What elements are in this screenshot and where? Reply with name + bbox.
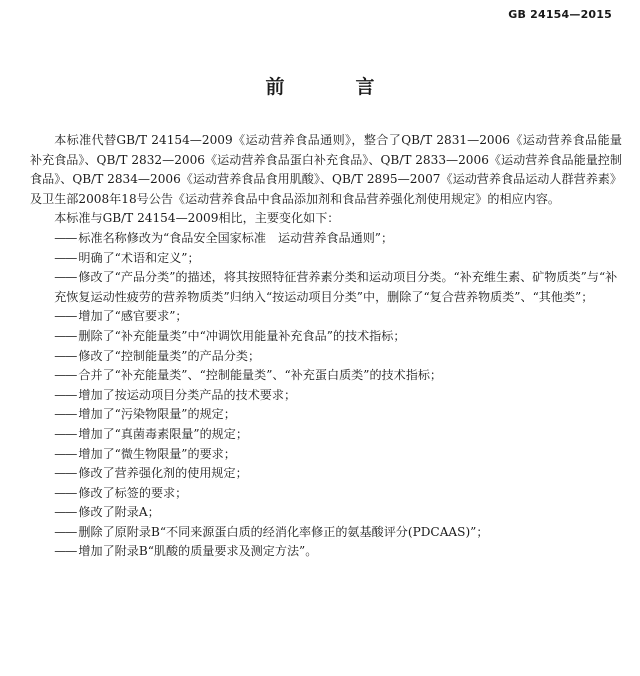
list-dash: —— xyxy=(54,348,77,363)
change-text: 修改了“产品分类”的描述，将其按照特征营养素分类和运动项目分类。“补充维生素、矿物质类”与“补充恢复运动性疲劳的营养物质类”归纳入“按运动项目分类”中，删除了“复合营养物质类”、“其他类”； xyxy=(54,270,618,304)
change-text: 修改了营养强化剂的使用规定； xyxy=(78,466,248,481)
change-item xyxy=(30,405,622,425)
change-text: 增加了“污染物限量”的规定； xyxy=(78,407,236,422)
change-item xyxy=(30,366,622,386)
change-item xyxy=(30,307,622,327)
change-text: 增加了“真菌毒素限量”的规定； xyxy=(78,426,248,441)
list-dash: —— xyxy=(54,544,77,559)
list-dash: —— xyxy=(54,485,77,500)
change-text: 修改了附录A； xyxy=(78,505,160,520)
change-text: 明确了“术语和定义”； xyxy=(78,250,200,265)
list-dash: —— xyxy=(54,230,77,245)
list-dash: —— xyxy=(54,270,77,285)
change-item xyxy=(30,464,622,484)
change-item xyxy=(30,268,622,307)
change-text: 修改了“控制能量类”的产品分类； xyxy=(78,348,261,363)
change-item xyxy=(30,484,622,504)
change-text: 合并了“补充能量类”、“控制能量类”、“补充蛋白质类”的技术指标； xyxy=(78,368,443,383)
change-item xyxy=(30,249,622,269)
list-dash: —— xyxy=(54,446,77,461)
list-dash: —— xyxy=(54,524,77,539)
change-text: 增加了按运动项目分类产品的技术要求； xyxy=(78,387,297,402)
list-dash: —— xyxy=(54,250,77,265)
change-text: 删除了“补充能量类”中“冲调饮用能量补充食品”的技术指标； xyxy=(78,328,406,343)
standard-code: GB 24154—2015 xyxy=(508,8,612,21)
list-dash: —— xyxy=(54,426,77,441)
list-dash: —— xyxy=(54,368,77,383)
change-text: 删除了原附录B“不同来源蛋白质的经消化率修正的氨基酸评分(PDCAAS)”； xyxy=(78,524,489,539)
page-title: 前 言 xyxy=(265,76,401,98)
preface-body xyxy=(30,131,622,562)
change-text: 增加了附录B“肌酸的质量要求及测定方法”。 xyxy=(78,544,318,559)
change-item xyxy=(30,327,622,347)
change-text: 标准名称修改为“食品安全国家标准 运动营养食品通则”； xyxy=(78,230,394,245)
change-list xyxy=(30,229,622,562)
change-item xyxy=(30,445,622,465)
change-item xyxy=(30,503,622,523)
list-dash: —— xyxy=(54,505,77,520)
list-dash: —— xyxy=(54,387,77,402)
change-item xyxy=(30,523,622,543)
intro-paragraph: 本标准代替GB/T 24154—2009《运动营养食品通则》，整合了QB/T 2831—2006《运动营养食品能量补充食品》、QB/T 2832—2006《运动营养食品蛋白补充食品》、QB/T 2833—2006《运动营养食品能量控制食品》、QB/T 2834—2006《运动营养食品食用肌酸》、QB/T 2895—2007《运动营养食品运动人群营养素》及卫生部2008年18号公告《运动营养食品中食品添加剂和食品营养强化剂使用规定》的相应内容。 xyxy=(30,133,622,206)
change-text: 增加了“感官要求”； xyxy=(78,309,188,324)
change-item xyxy=(30,542,622,562)
change-text: 修改了标签的要求； xyxy=(78,485,188,500)
change-item xyxy=(30,347,622,367)
list-dash: —— xyxy=(54,466,77,481)
comparison-intro: 本标准与GB/T 24154—2009相比，主要变化如下： xyxy=(54,211,340,226)
list-dash: —— xyxy=(54,407,77,422)
change-item xyxy=(30,386,622,406)
change-item xyxy=(30,425,622,445)
change-item xyxy=(30,229,622,249)
list-dash: —— xyxy=(54,309,77,324)
list-dash: —— xyxy=(54,328,77,343)
change-text: 增加了“微生物限量”的要求； xyxy=(78,446,236,461)
